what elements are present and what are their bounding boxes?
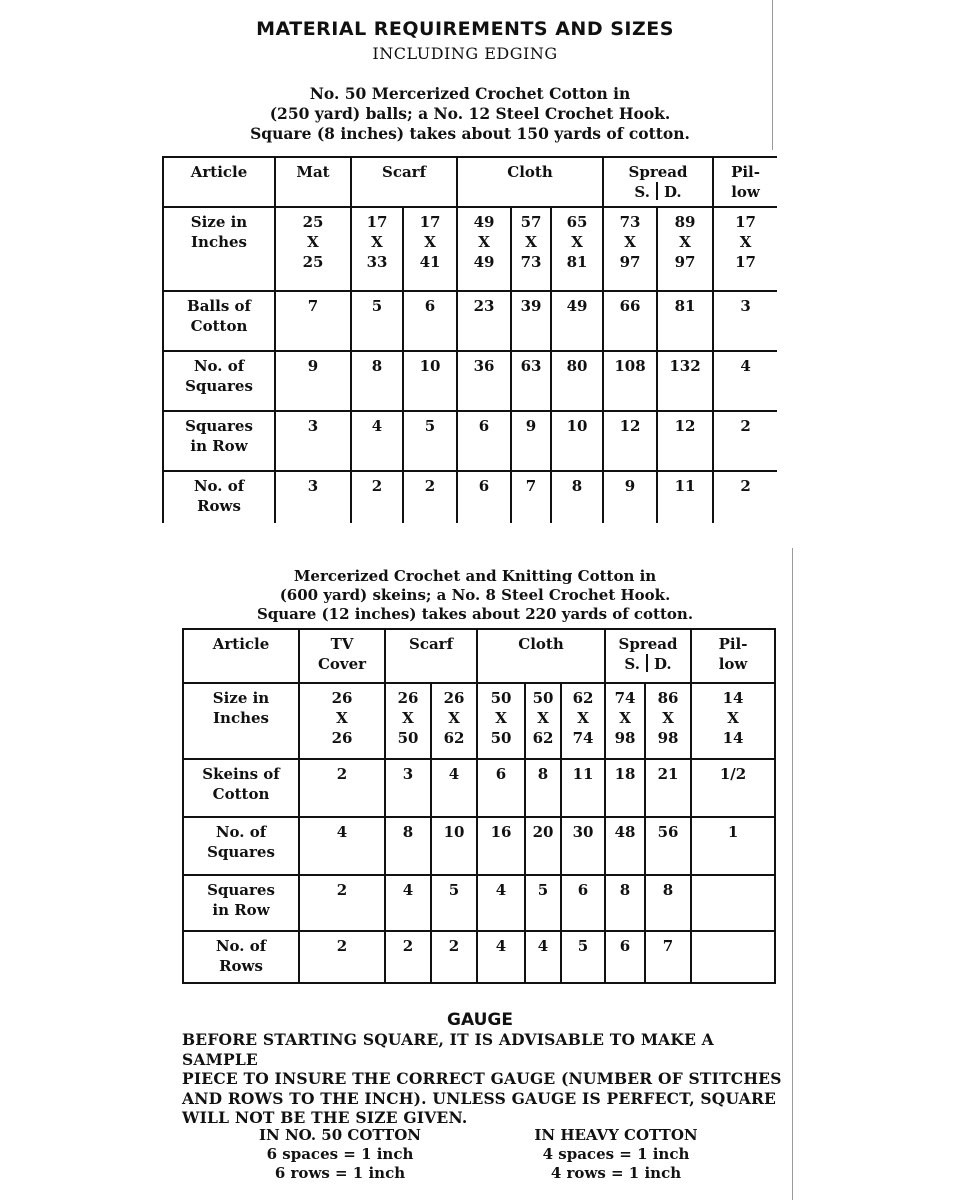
row-label-line: Rows [197,497,241,515]
table-cell: 4 [351,411,403,471]
row-label [183,875,299,931]
table-cell: 3 [275,471,351,523]
table-cell [477,683,525,759]
gauge-title: GAUGE [447,1010,513,1030]
table-cell: 4 [299,817,385,875]
table-cell: 2 [299,931,385,983]
table-cell: 7 [645,931,691,983]
cell-line: X [619,709,631,727]
table-cell: 4 [477,875,525,931]
table-cell: 16 [477,817,525,875]
cell-line: 62 [443,729,465,747]
header-pillow-2: low [731,183,760,201]
table-cell: 10 [431,817,477,875]
scan-edge-top [772,0,773,150]
cell-line: 25 [302,213,324,231]
header-spread-label: Spread [618,635,678,653]
table-row [183,759,775,817]
table-cell: 36 [457,351,511,411]
header-scarf: Scarf [351,157,457,207]
table-cell: 5 [561,931,605,983]
cell-line: 97 [674,253,696,271]
table-cell [351,207,403,291]
table-row [163,291,777,351]
cell-line: 26 [331,689,353,707]
table-cell: 21 [645,759,691,817]
cell-line: 26 [397,689,419,707]
cell-line: 17 [735,213,756,231]
cell-line: X [336,709,348,727]
row-label-line: Rows [219,957,263,975]
table-cell [713,207,777,291]
row-label-line: Size in [212,689,270,707]
table-row [183,817,775,875]
table-cell: 3 [385,759,431,817]
cell-line: 74 [614,689,636,707]
table-cell: 2 [299,759,385,817]
table-cell [691,683,775,759]
row-label [183,817,299,875]
gauge-heavy-spaces: 4 spaces = 1 inch [542,1145,690,1163]
table-cell: 5 [351,291,403,351]
cell-line: 50 [490,689,512,707]
table-cell: 8 [385,817,431,875]
table-cell [457,207,511,291]
table-cell [525,683,561,759]
gauge-heavy-rows: 4 rows = 1 inch [550,1164,682,1182]
table-row [163,351,777,411]
table-cell: 6 [605,931,645,983]
cell-line: 62 [532,729,554,747]
table-cell: 2 [713,471,777,523]
table-cell: 5 [403,411,457,471]
row-label [163,471,275,523]
table-cell: 3 [275,411,351,471]
table-cell: 7 [275,291,351,351]
header-article: Article [163,157,275,207]
cell-line: X [571,233,583,251]
gauge-heavy [516,1126,716,1183]
intro-line: (250 yard) balls; a No. 12 Steel Crochet Hook. [269,104,671,123]
header-spread [605,629,691,683]
table-cell: 3 [713,291,777,351]
row-label-line: in Row [212,901,270,919]
table-cell: 9 [511,411,551,471]
row-label-line: Cotton [212,785,270,803]
table-cell: 7 [511,471,551,523]
header-pillow [691,629,775,683]
table-cell: 66 [603,291,657,351]
cell-line: X [478,233,490,251]
cell-line: X [402,709,414,727]
table-cell: 23 [457,291,511,351]
row-label [183,759,299,817]
table-cell: 2 [403,471,457,523]
table-cell [403,207,457,291]
cell-line: X [448,709,460,727]
header-scarf: Scarf [385,629,477,683]
table-2-body [183,683,775,983]
cell-line: 26 [443,689,465,707]
header-spread [603,157,713,207]
table-cell: 10 [551,411,603,471]
row-label [163,291,275,351]
table-cell: 9 [603,471,657,523]
cell-line: 65 [566,213,588,231]
table-cell: 6 [457,411,511,471]
cell-line: 17 [735,253,756,271]
header-row [163,157,777,207]
table-cell: 8 [351,351,403,411]
table-cell: 2 [713,411,777,471]
table-cell: 2 [351,471,403,523]
table-cell: 30 [561,817,605,875]
table-cell: 4 [431,759,477,817]
cell-line: X [577,709,589,727]
cell-line: 98 [614,729,636,747]
intro-line: Mercerized Crochet and Knitting Cotton in [293,567,657,585]
row-label-line: No. of [215,937,267,955]
table-cell: 6 [403,291,457,351]
row-label [163,207,275,291]
table-cell [691,931,775,983]
header-pillow-1: Pil- [731,163,760,181]
table-cell: 4 [525,931,561,983]
gauge-no50-rows: 6 rows = 1 inch [274,1164,406,1182]
cell-line: 86 [657,689,679,707]
header-spread-label: Spread [628,163,688,181]
intro-line: Square (8 inches) takes about 150 yards of cotton. [250,124,690,143]
table-cell: 11 [561,759,605,817]
table-cell: 48 [605,817,645,875]
row-label-line: No. of [193,357,245,375]
header-row [183,629,775,683]
cell-line: 26 [331,729,353,747]
row-label-line: Cotton [190,317,248,335]
cell-line: X [727,709,739,727]
table-cell [551,207,603,291]
table-cell: 4 [385,875,431,931]
row-label-line: No. of [215,823,267,841]
table-cell: 12 [657,411,713,471]
row-label [163,351,275,411]
cell-line: 14 [722,689,744,707]
table-cell: 49 [551,291,603,351]
intro-block-1 [170,84,770,144]
table-row [163,207,777,291]
table-cell: 8 [525,759,561,817]
table-cell [511,207,551,291]
table-cell [605,683,645,759]
table-cell [385,683,431,759]
cell-line: 81 [566,253,588,271]
cell-line: 49 [473,253,495,271]
cell-line: 14 [722,729,744,747]
table-cell: 20 [525,817,561,875]
table-cell [645,683,691,759]
table-cell: 2 [431,931,477,983]
row-label [183,683,299,759]
table-cell: 6 [477,759,525,817]
table-cell: 2 [385,931,431,983]
table-cell [299,683,385,759]
cell-line: 41 [419,253,441,271]
table-cell: 4 [477,931,525,983]
cell-line: X [739,233,752,251]
header-cloth: Cloth [457,157,603,207]
cell-line: 49 [473,213,495,231]
row-label [183,931,299,983]
header-tv-1: TV [330,635,354,653]
table-cell: 2 [299,875,385,931]
table-cell: 1/2 [691,759,775,817]
materials-table-2 [182,628,776,984]
header-pillow-1: Pil- [718,635,748,653]
row-label-line: Squares [185,417,253,435]
cell-line: 25 [302,253,324,271]
cell-line: 98 [657,729,679,747]
table-cell: 5 [431,875,477,931]
gauge-line: AND ROWS TO THE INCH). UNLESS GAUGE IS PERFECT, SQUARE [182,1088,777,1108]
gauge-line: BEFORE STARTING SQUARE, IT IS ADVISABLE TO MAKE A SAMPLE [182,1030,714,1069]
table-cell: 1 [691,817,775,875]
cell-line: X [495,709,507,727]
gauge-heavy-heading: IN HEAVY COTTON [534,1126,698,1144]
gauge-line: WILL NOT BE THE SIZE GIVEN. [182,1108,468,1127]
intro-line: Square (12 inches) takes about 220 yards of cotton. [256,605,694,623]
row-label-line: Squares [207,881,275,899]
intro-line: (600 yard) skeins; a No. 8 Steel Crochet Hook. [279,586,671,604]
table-cell [561,683,605,759]
row-label-line: Size in [190,213,248,231]
header-spread-double: D. [653,655,672,673]
table-cell: 39 [511,291,551,351]
section-subtitle: INCLUDING EDGING [372,44,558,63]
header-article: Article [183,629,299,683]
gauge-text [182,1030,782,1128]
header-pillow-2: low [718,655,748,673]
table-row [183,931,775,983]
table-1-body [163,207,777,523]
cell-line: 73 [520,253,542,271]
table-cell: 8 [605,875,645,931]
table-row [183,683,775,759]
table-cell: 56 [645,817,691,875]
table-cell: 108 [603,351,657,411]
gauge-no50 [240,1126,440,1183]
table-cell: 6 [561,875,605,931]
table-cell [431,683,477,759]
table-cell: 5 [525,875,561,931]
cell-line: 50 [397,729,419,747]
row-label-line: Inches [213,709,269,727]
table-row [163,411,777,471]
row-label-line: in Row [190,437,248,455]
table-row [163,471,777,523]
cell-line: X [537,709,549,727]
cell-line: X [307,233,319,251]
cell-line: 17 [366,213,388,231]
intro-block-2 [190,567,760,624]
table-cell: 80 [551,351,603,411]
cell-line: 74 [572,729,594,747]
table-cell: 18 [605,759,645,817]
header-pillow [713,157,777,207]
table-cell: 132 [657,351,713,411]
table-cell: 63 [511,351,551,411]
gauge-no50-heading: IN NO. 50 COTTON [259,1126,421,1144]
row-label-line: Skeins of [202,765,280,783]
table-row [183,875,775,931]
table-cell: 6 [457,471,511,523]
cell-line: 62 [572,689,594,707]
materials-table-1 [162,156,777,523]
cell-line: X [624,233,636,251]
table-cell: 12 [603,411,657,471]
header-mat: Mat [275,157,351,207]
header-tv-2: Cover [317,655,367,673]
row-label [163,411,275,471]
cell-line: X [525,233,537,251]
row-label-line: Squares [185,377,253,395]
table-cell [275,207,351,291]
row-label-line: Balls of [187,297,251,315]
header-tv-cover [299,629,385,683]
cell-line: 50 [490,729,512,747]
cell-line: 89 [674,213,696,231]
header-cloth: Cloth [477,629,605,683]
cell-line: X [424,233,436,251]
cell-line: X [371,233,383,251]
table-cell: 11 [657,471,713,523]
cell-line: X [662,709,674,727]
gauge-line: PIECE TO INSURE THE CORRECT GAUGE (NUMBER OF STITCHES [182,1069,782,1088]
table-cell: 10 [403,351,457,411]
table-cell: 8 [551,471,603,523]
intro-line: No. 50 Mercerized Crochet Cotton in [309,84,631,103]
cell-line: 17 [419,213,441,231]
table-cell [691,875,775,931]
table-cell: 4 [713,351,777,411]
gauge-no50-spaces: 6 spaces = 1 inch [266,1145,414,1163]
section-title: MATERIAL REQUIREMENTS AND SIZES [256,18,674,40]
table-cell: 9 [275,351,351,411]
header-spread-single: S. [634,183,650,201]
table-cell [657,207,713,291]
header-spread-single: S. [624,655,640,673]
table-cell [603,207,657,291]
table-cell: 81 [657,291,713,351]
cell-line: 97 [619,253,641,271]
cell-line: X [679,233,691,251]
header-spread-double: D. [663,183,682,201]
row-label-line: No. of [193,477,245,495]
row-label-line: Inches [191,233,247,251]
cell-line: 57 [520,213,542,231]
cell-line: 73 [619,213,641,231]
scan-edge-bottom [792,548,793,1200]
row-label-line: Squares [207,843,275,861]
cell-line: 33 [366,253,388,271]
cell-line: 50 [532,689,554,707]
table-cell: 8 [645,875,691,931]
